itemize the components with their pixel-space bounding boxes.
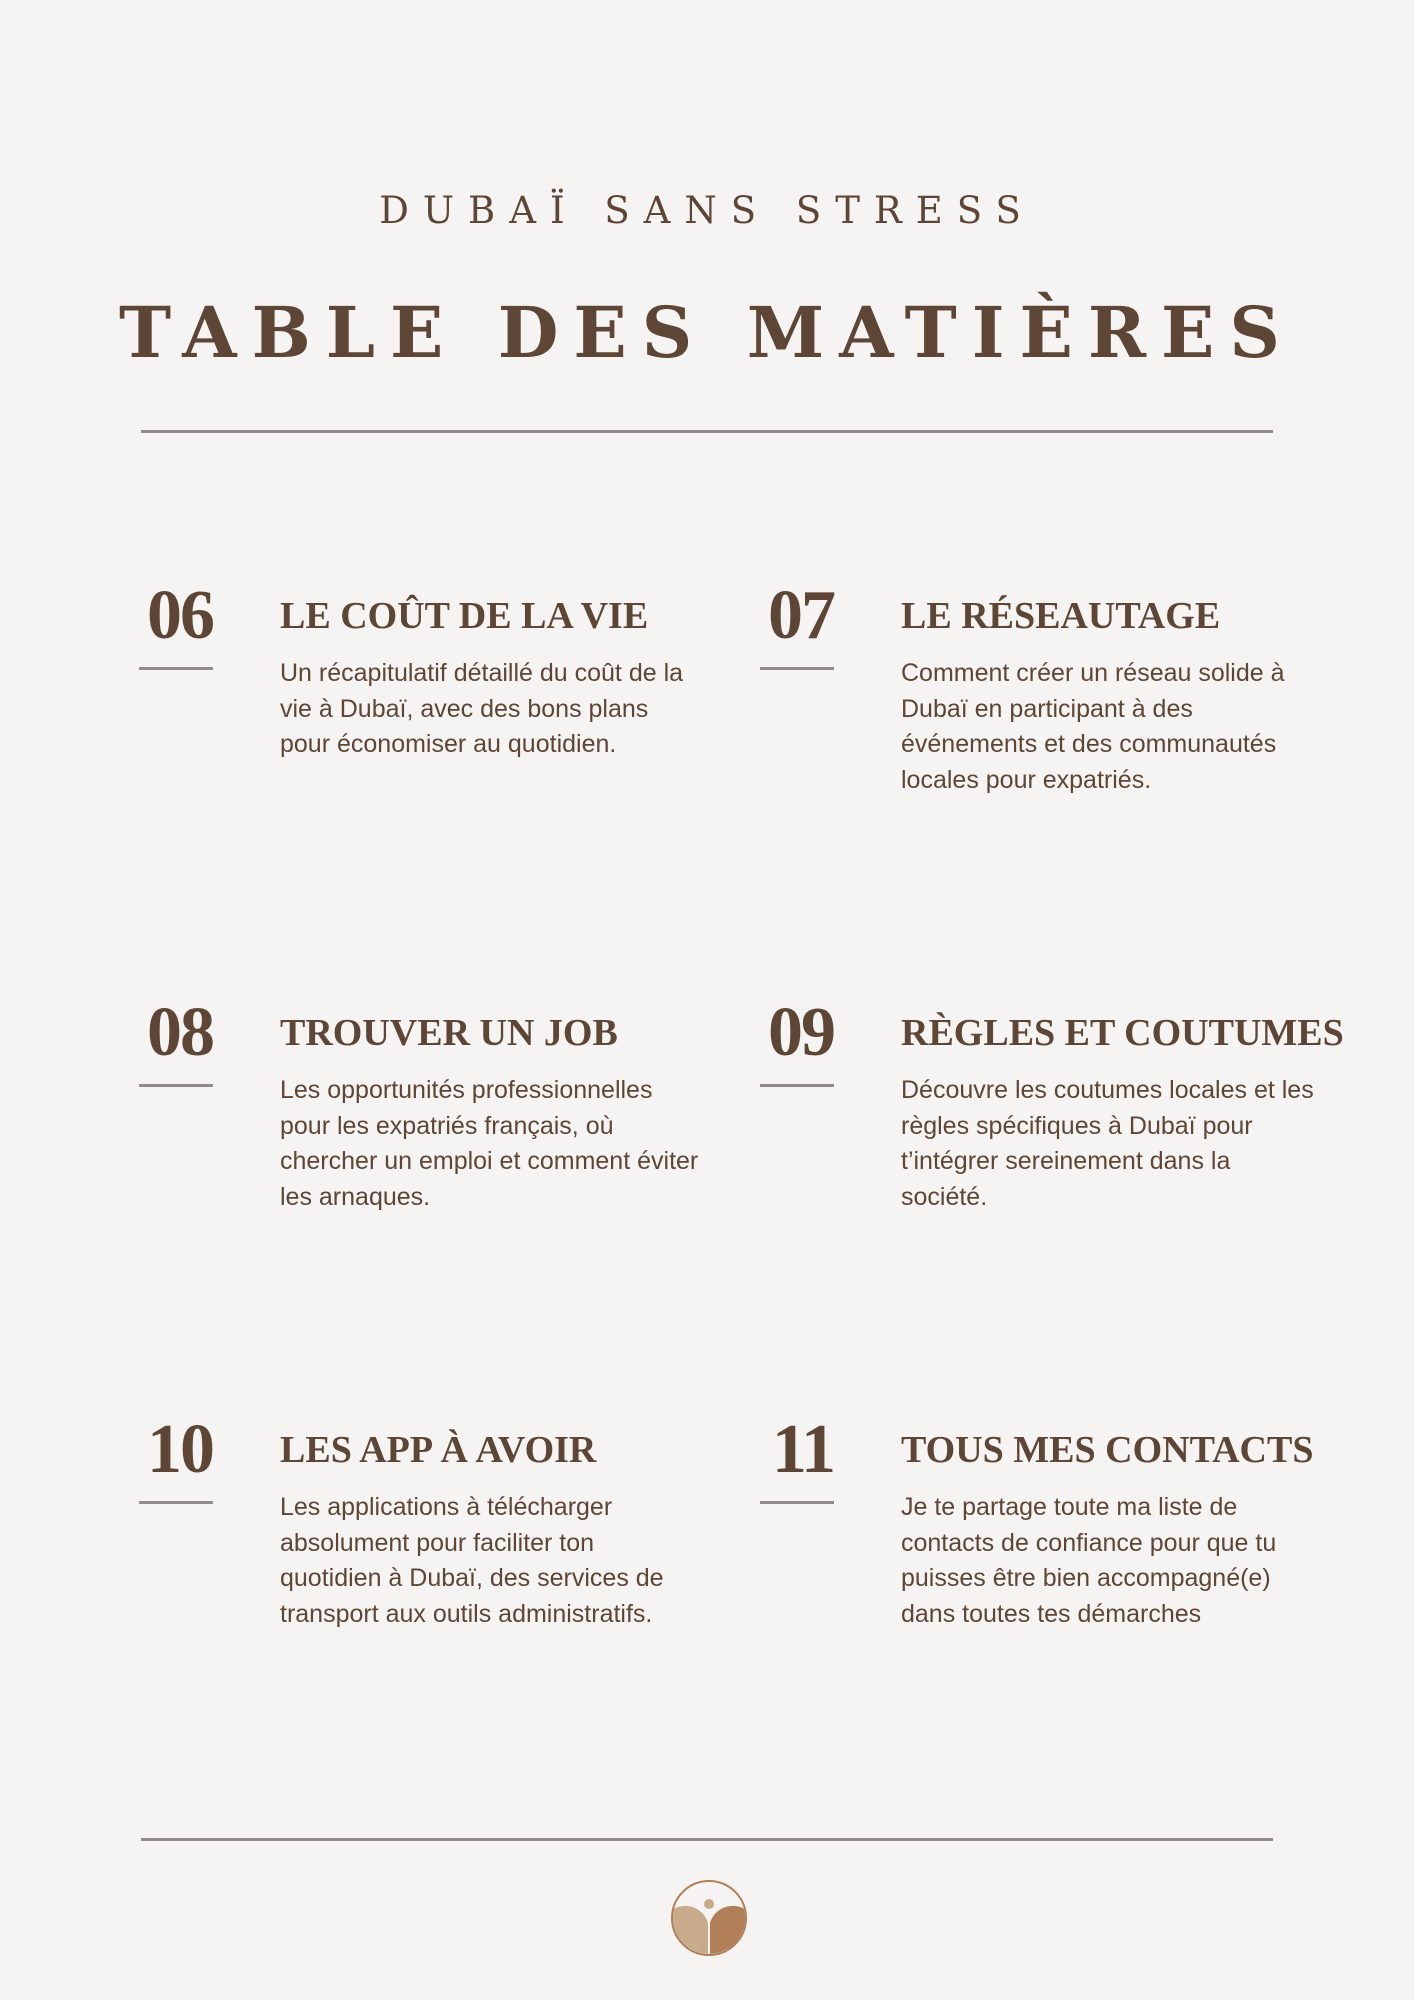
chapter-title: TOUS MES CONTACTS — [901, 1429, 1314, 1471]
chapter-description: Je te partage toute ma liste de contacts de confiance pour que tu puisses être bien accompagné(e) dans toutes tes démarches — [901, 1493, 1277, 1628]
chapter-number: 09 — [768, 994, 834, 1071]
number-underline — [139, 667, 213, 670]
toc-entry[interactable] — [138, 577, 758, 880]
chapter-number: 07 — [768, 577, 834, 654]
page-title: TABLE DES MATIÈRES — [119, 291, 1295, 374]
chapter-title: TROUVER UN JOB — [280, 1012, 618, 1054]
bottom-divider — [141, 1838, 1273, 1841]
top-divider — [141, 430, 1273, 433]
brand-logo-icon — [670, 1879, 748, 1957]
chapter-description: Les opportunités professionnelles pour les expatriés français, où chercher un emploi et comment éviter les arnaques. — [280, 1076, 699, 1211]
chapter-number: 11 — [771, 1411, 834, 1488]
number-underline — [139, 1501, 213, 1504]
chapter-title: LE RÉSEAUTAGE — [901, 595, 1221, 637]
chapter-number: 10 — [147, 1411, 213, 1488]
guide-supertitle: DUBAÏ SANS STRESS — [379, 189, 1035, 232]
toc-entry[interactable] — [138, 994, 758, 1297]
number-underline — [760, 667, 834, 670]
chapter-description: Les applications à télécharger absolument pour faciliter ton quotidien à Dubaï, des services de transport aux outils administratifs. — [280, 1493, 664, 1628]
chapter-title: RÈGLES ET COUTUMES — [901, 1012, 1344, 1054]
toc-entry[interactable] — [138, 1411, 758, 1714]
chapter-number: 06 — [147, 577, 213, 654]
toc-entry[interactable] — [759, 1411, 1379, 1714]
number-underline — [760, 1501, 834, 1504]
number-underline — [139, 1084, 213, 1087]
number-underline — [760, 1084, 834, 1087]
toc-entry[interactable] — [759, 994, 1379, 1297]
chapter-title: LES APP À AVOIR — [280, 1429, 597, 1471]
toc-entry[interactable] — [759, 577, 1379, 880]
chapter-description: Un récapitulatif détaillé du coût de la vie à Dubaï, avec des bons plans pour économiser au quotidien. — [280, 659, 684, 758]
chapter-description: Comment créer un réseau solide à Dubaï en participant à des événements et des communautés locales pour expatriés. — [901, 659, 1285, 794]
chapter-title: LE COÛT DE LA VIE — [280, 595, 649, 637]
chapter-description: Découvre les coutumes locales et les règles spécifiques à Dubaï pour t’intégrer sereinement dans la société. — [901, 1076, 1314, 1211]
chapter-number: 08 — [147, 994, 213, 1071]
